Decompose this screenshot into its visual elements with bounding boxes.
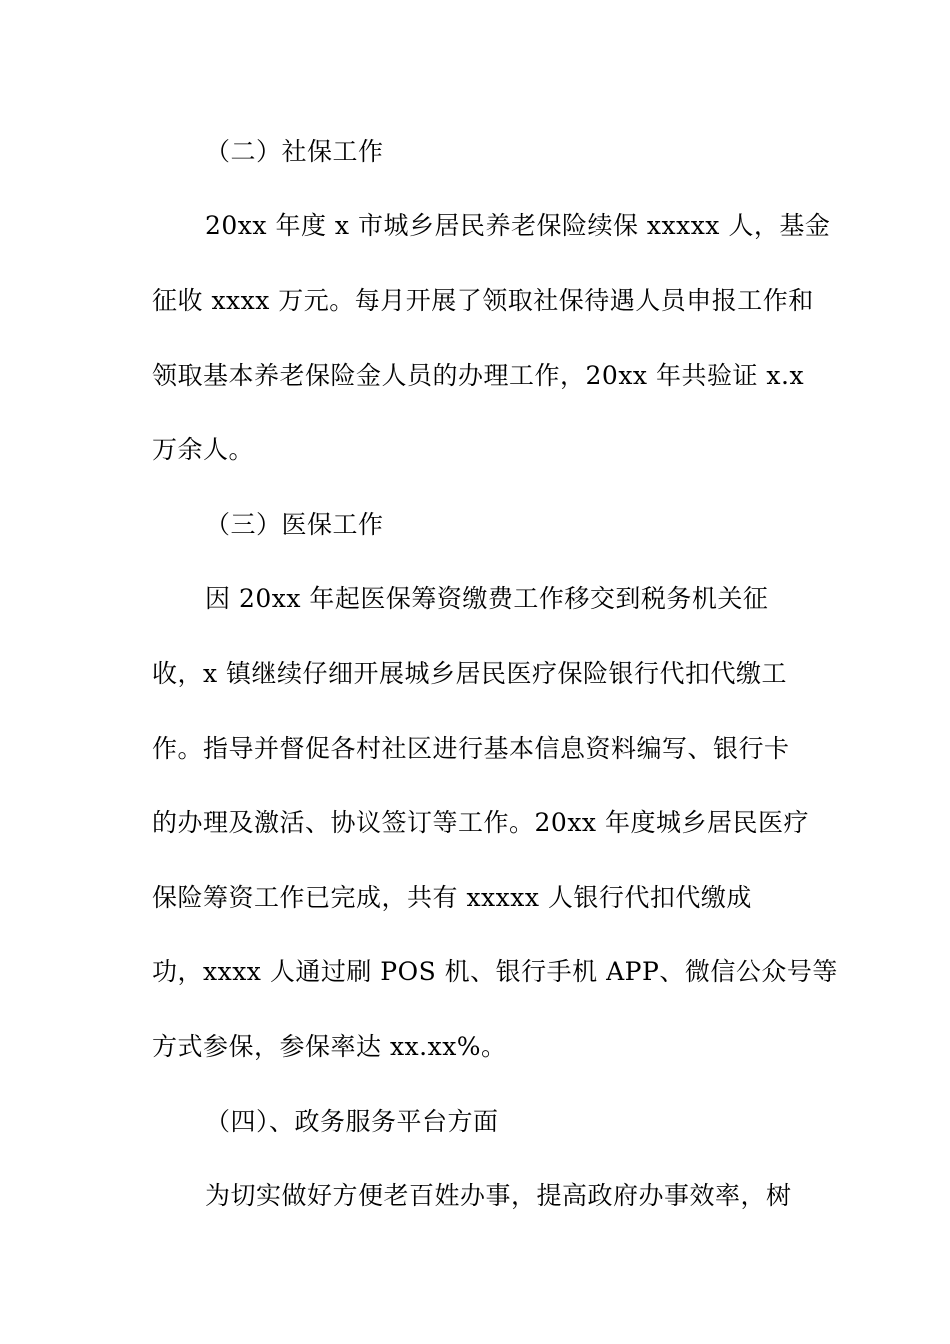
paragraph-line: 为切实做好方便老百姓办事，提高政府办事效率，树 xyxy=(205,1181,792,1210)
paragraph-line: 的办理及激活、协议签订等工作。20xx 年度城乡居民医疗 xyxy=(152,808,809,837)
section-heading-government-service-platform: （四）、政务服务平台方面 xyxy=(205,1107,499,1136)
paragraph-line: 收，x 镇继续仔细开展城乡居民医疗保险银行代扣代缴工 xyxy=(152,659,788,688)
paragraph-line: 因 20xx 年起医保筹资缴费工作移交到税务机关征 xyxy=(205,584,769,613)
paragraph-line: 作。指导并督促各村社区进行基本信息资料编写、银行卡 xyxy=(152,734,790,763)
paragraph-line: 保险筹资工作已完成，共有 xxxxx 人银行代扣代缴成 xyxy=(152,883,752,912)
section-heading-social-security: （二）社保工作 xyxy=(205,137,384,166)
section-heading-medical-insurance: （三）医保工作 xyxy=(205,510,384,539)
paragraph-line: 功，xxxx 人通过刷 POS 机、银行手机 APP、微信公众号等 xyxy=(152,957,838,986)
paragraph-line: 20xx 年度 x 市城乡居民养老保险续保 xxxxx 人，基金 xyxy=(205,211,831,240)
paragraph-line: 领取基本养老保险金人员的办理工作，20xx 年共验证 x.x xyxy=(152,361,805,390)
paragraph-line: 万余人。 xyxy=(152,435,255,464)
paragraph-line: 方式参保，参保率达 xx.xx%。 xyxy=(152,1032,507,1061)
paragraph-line: 征收 xxxx 万元。每月开展了领取社保待遇人员申报工作和 xyxy=(152,286,814,315)
